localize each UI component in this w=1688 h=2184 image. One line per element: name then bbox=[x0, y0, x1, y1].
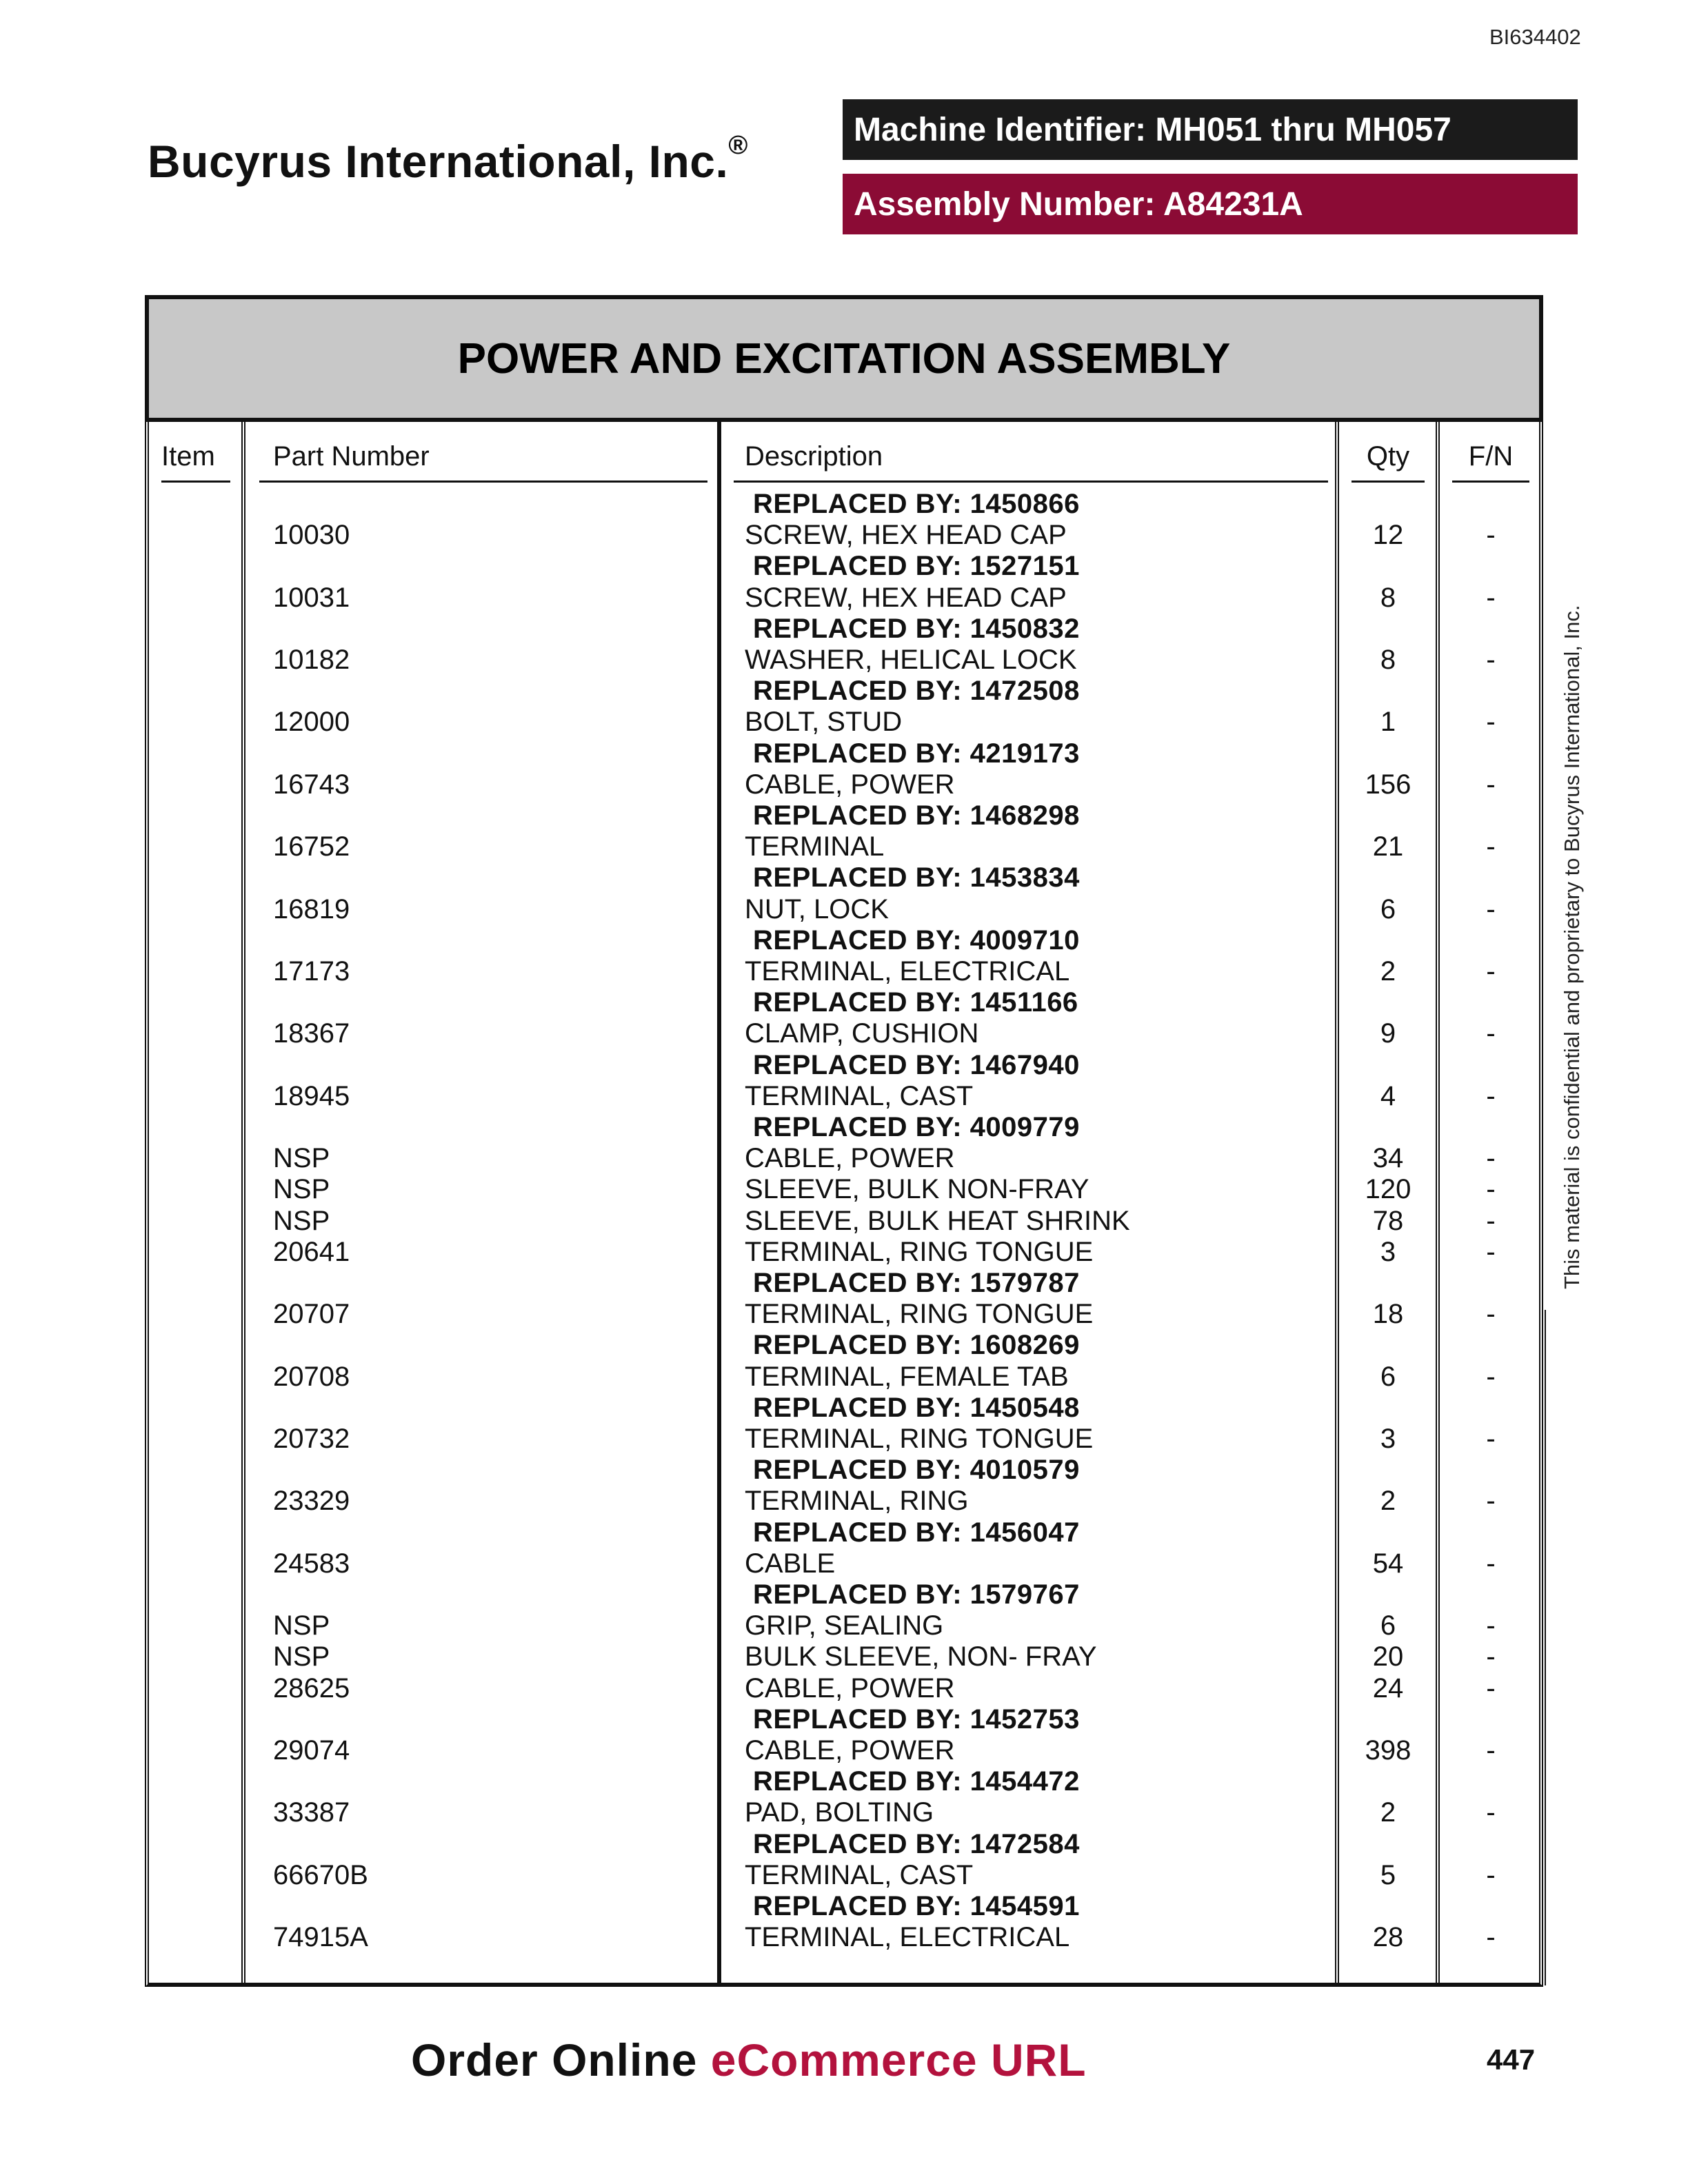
part-number-cell: NSP bbox=[273, 1641, 330, 1672]
replaced-by-note: REPLACED BY: 1452753 bbox=[753, 1704, 1080, 1735]
part-number-cell: 28625 bbox=[273, 1673, 350, 1703]
qty-cell: 8 bbox=[1380, 645, 1396, 675]
qty-cell: 8 bbox=[1380, 583, 1396, 613]
description-cell: TERMINAL bbox=[745, 831, 885, 862]
fn-cell: - bbox=[1486, 1081, 1496, 1111]
header-item: Item bbox=[161, 441, 230, 483]
description-cell: SCREW, HEX HEAD CAP bbox=[745, 583, 1067, 613]
description-cell: SLEEVE, BULK HEAT SHRINK bbox=[745, 1206, 1130, 1236]
qty-cell: 3 bbox=[1380, 1424, 1396, 1454]
replaced-by-note: REPLACED BY: 4010579 bbox=[753, 1455, 1080, 1485]
description-cell: PAD, BOLTING bbox=[745, 1797, 934, 1828]
fn-cell: - bbox=[1486, 583, 1496, 613]
qty-cell: 78 bbox=[1372, 1206, 1404, 1236]
part-number-cell: 10182 bbox=[273, 645, 350, 675]
description-cell: TERMINAL, RING TONGUE bbox=[745, 1299, 1094, 1329]
document-code: BI634402 bbox=[1489, 25, 1581, 49]
qty-cell: 3 bbox=[1380, 1237, 1396, 1267]
qty-cell: 21 bbox=[1372, 831, 1404, 862]
fn-cell: - bbox=[1486, 1797, 1496, 1828]
part-number-cell: 18945 bbox=[273, 1081, 350, 1111]
qty-cell: 6 bbox=[1380, 1362, 1396, 1392]
part-number-cell: 17173 bbox=[273, 956, 350, 987]
replaced-by-note: REPLACED BY: 1608269 bbox=[753, 1330, 1080, 1360]
replaced-by-note: REPLACED BY: 1454472 bbox=[753, 1766, 1080, 1797]
machine-identifier: Machine Identifier: MH051 thru MH057 bbox=[843, 99, 1578, 160]
fn-cell: - bbox=[1486, 1237, 1496, 1267]
qty-cell: 9 bbox=[1380, 1018, 1396, 1049]
description-cell: CABLE bbox=[745, 1548, 836, 1579]
part-number-cell: 10030 bbox=[273, 520, 350, 550]
part-number-cell: 16819 bbox=[273, 894, 350, 924]
column-divider-part bbox=[717, 422, 721, 1987]
qty-cell: 120 bbox=[1365, 1174, 1411, 1204]
fn-cell: - bbox=[1486, 1362, 1496, 1392]
company-name bbox=[148, 131, 748, 188]
replaced-by-note: REPLACED BY: 1472508 bbox=[753, 676, 1080, 706]
replaced-by-note: REPLACED BY: 4009779 bbox=[753, 1112, 1080, 1142]
replaced-by-note: REPLACED BY: 1467940 bbox=[753, 1050, 1080, 1080]
fn-cell: - bbox=[1486, 1174, 1496, 1204]
fn-cell: - bbox=[1486, 1548, 1496, 1579]
part-number-cell: 16743 bbox=[273, 769, 350, 800]
footer-order-online[interactable] bbox=[411, 2034, 1087, 2086]
replaced-by-note: REPLACED BY: 1579767 bbox=[753, 1579, 1080, 1610]
description-cell: CABLE, POWER bbox=[745, 1673, 955, 1703]
qty-cell: 18 bbox=[1372, 1299, 1404, 1329]
part-number-cell: NSP bbox=[273, 1610, 330, 1641]
confidentiality-note: This material is confidential and proprietary to Bucyrus International, Inc. bbox=[1560, 605, 1584, 1289]
replaced-by-note: REPLACED BY: 4009710 bbox=[753, 925, 1080, 956]
header-description: Description bbox=[734, 441, 1328, 483]
fn-cell: - bbox=[1486, 1641, 1496, 1672]
part-number-cell: 29074 bbox=[273, 1735, 350, 1766]
part-number-cell: 66670B bbox=[273, 1860, 368, 1890]
part-number-cell: 12000 bbox=[273, 707, 350, 737]
part-number-cell: 20732 bbox=[273, 1424, 350, 1454]
description-cell: NUT, LOCK bbox=[745, 894, 889, 924]
fn-cell: - bbox=[1486, 1424, 1496, 1454]
replaced-by-note: REPLACED BY: 1472584 bbox=[753, 1829, 1080, 1859]
fn-cell: - bbox=[1486, 1143, 1496, 1173]
header-fn: F/N bbox=[1452, 441, 1529, 483]
qty-cell: 12 bbox=[1372, 520, 1404, 550]
part-number-cell: 10031 bbox=[273, 583, 350, 613]
fn-cell: - bbox=[1486, 831, 1496, 862]
qty-cell: 2 bbox=[1380, 1486, 1396, 1516]
footer-ecommerce-link[interactable]: eCommerce URL bbox=[710, 2034, 1087, 2085]
description-cell: BOLT, STUD bbox=[745, 707, 903, 737]
description-cell: SLEEVE, BULK NON-FRAY bbox=[745, 1174, 1089, 1204]
description-cell: TERMINAL, ELECTRICAL bbox=[745, 956, 1070, 987]
qty-cell: 6 bbox=[1380, 894, 1396, 924]
description-cell: WASHER, HELICAL LOCK bbox=[745, 645, 1077, 675]
part-number-cell: 20707 bbox=[273, 1299, 350, 1329]
fn-cell: - bbox=[1486, 1018, 1496, 1049]
part-number-cell: 20641 bbox=[273, 1237, 350, 1267]
part-number-cell: NSP bbox=[273, 1143, 330, 1173]
company-name-text: Bucyrus International, Inc. bbox=[148, 136, 729, 187]
part-number-cell: 18367 bbox=[273, 1018, 350, 1049]
description-cell: TERMINAL, RING bbox=[745, 1486, 969, 1516]
replaced-by-note: REPLACED BY: 1450866 bbox=[753, 489, 1080, 519]
header-part-number: Part Number bbox=[259, 441, 707, 483]
part-number-cell: 20708 bbox=[273, 1362, 350, 1392]
description-cell: CLAMP, CUSHION bbox=[745, 1018, 979, 1049]
part-number-cell: 74915A bbox=[273, 1922, 368, 1952]
fn-cell: - bbox=[1486, 1206, 1496, 1236]
fn-cell: - bbox=[1486, 645, 1496, 675]
part-number-cell: 24583 bbox=[273, 1548, 350, 1579]
qty-cell: 4 bbox=[1380, 1081, 1396, 1111]
fn-cell: - bbox=[1486, 1299, 1496, 1329]
fn-cell: - bbox=[1486, 707, 1496, 737]
replaced-by-note: REPLACED BY: 1451166 bbox=[753, 987, 1078, 1018]
replaced-by-note: REPLACED BY: 1454591 bbox=[753, 1891, 1080, 1921]
description-cell: TERMINAL, RING TONGUE bbox=[745, 1237, 1094, 1267]
header-qty: Qty bbox=[1352, 441, 1425, 483]
qty-cell: 1 bbox=[1380, 707, 1396, 737]
replaced-by-note: REPLACED BY: 1450548 bbox=[753, 1393, 1080, 1423]
part-number-cell: 23329 bbox=[273, 1486, 350, 1516]
fn-cell: - bbox=[1486, 1486, 1496, 1516]
page-number: 447 bbox=[1487, 2043, 1536, 2076]
description-cell: BULK SLEEVE, NON- FRAY bbox=[745, 1641, 1097, 1672]
footer-order-text: Order Online bbox=[411, 2034, 698, 2085]
qty-cell: 2 bbox=[1380, 956, 1396, 987]
side-rule bbox=[1542, 1310, 1546, 1985]
fn-cell: - bbox=[1486, 1673, 1496, 1703]
replaced-by-note: REPLACED BY: 1456047 bbox=[753, 1517, 1080, 1548]
replaced-by-note: REPLACED BY: 1579787 bbox=[753, 1268, 1080, 1298]
fn-cell: - bbox=[1486, 769, 1496, 800]
qty-cell: 24 bbox=[1372, 1673, 1404, 1703]
fn-cell: - bbox=[1486, 1610, 1496, 1641]
column-divider-qty bbox=[1436, 422, 1440, 1987]
description-cell: TERMINAL, ELECTRICAL bbox=[745, 1922, 1070, 1952]
description-cell: TERMINAL, RING TONGUE bbox=[745, 1424, 1094, 1454]
description-cell: CABLE, POWER bbox=[745, 1143, 955, 1173]
replaced-by-note: REPLACED BY: 1468298 bbox=[753, 800, 1080, 831]
fn-cell: - bbox=[1486, 1735, 1496, 1766]
qty-cell: 6 bbox=[1380, 1610, 1396, 1641]
fn-cell: - bbox=[1486, 1860, 1496, 1890]
part-number-cell: 16752 bbox=[273, 831, 350, 862]
description-cell: CABLE, POWER bbox=[745, 1735, 955, 1766]
description-cell: SCREW, HEX HEAD CAP bbox=[745, 520, 1067, 550]
description-cell: TERMINAL, FEMALE TAB bbox=[745, 1362, 1069, 1392]
qty-cell: 398 bbox=[1365, 1735, 1411, 1766]
description-cell: TERMINAL, CAST bbox=[745, 1081, 974, 1111]
qty-cell: 2 bbox=[1380, 1797, 1396, 1828]
replaced-by-note: REPLACED BY: 4219173 bbox=[753, 738, 1080, 769]
qty-cell: 28 bbox=[1372, 1922, 1404, 1952]
assembly-title: POWER AND EXCITATION ASSEMBLY bbox=[145, 295, 1543, 422]
part-number-cell: 33387 bbox=[273, 1797, 350, 1828]
qty-cell: 156 bbox=[1365, 769, 1411, 800]
registered-mark: ® bbox=[728, 131, 748, 160]
fn-cell: - bbox=[1486, 894, 1496, 924]
fn-cell: - bbox=[1486, 1922, 1496, 1952]
fn-cell: - bbox=[1486, 956, 1496, 987]
column-divider-description bbox=[1335, 422, 1339, 1987]
qty-cell: 5 bbox=[1380, 1860, 1396, 1890]
replaced-by-note: REPLACED BY: 1527151 bbox=[753, 551, 1080, 581]
qty-cell: 20 bbox=[1372, 1641, 1404, 1672]
assembly-number: Assembly Number: A84231A bbox=[843, 174, 1578, 234]
qty-cell: 54 bbox=[1372, 1548, 1404, 1579]
replaced-by-note: REPLACED BY: 1450832 bbox=[753, 614, 1080, 644]
description-cell: TERMINAL, CAST bbox=[745, 1860, 974, 1890]
description-cell: CABLE, POWER bbox=[745, 769, 955, 800]
description-cell: GRIP, SEALING bbox=[745, 1610, 944, 1641]
column-divider-item bbox=[241, 422, 245, 1987]
part-number-cell: NSP bbox=[273, 1174, 330, 1204]
replaced-by-note: REPLACED BY: 1453834 bbox=[753, 862, 1080, 893]
part-number-cell: NSP bbox=[273, 1206, 330, 1236]
qty-cell: 34 bbox=[1372, 1143, 1404, 1173]
fn-cell: - bbox=[1486, 520, 1496, 550]
